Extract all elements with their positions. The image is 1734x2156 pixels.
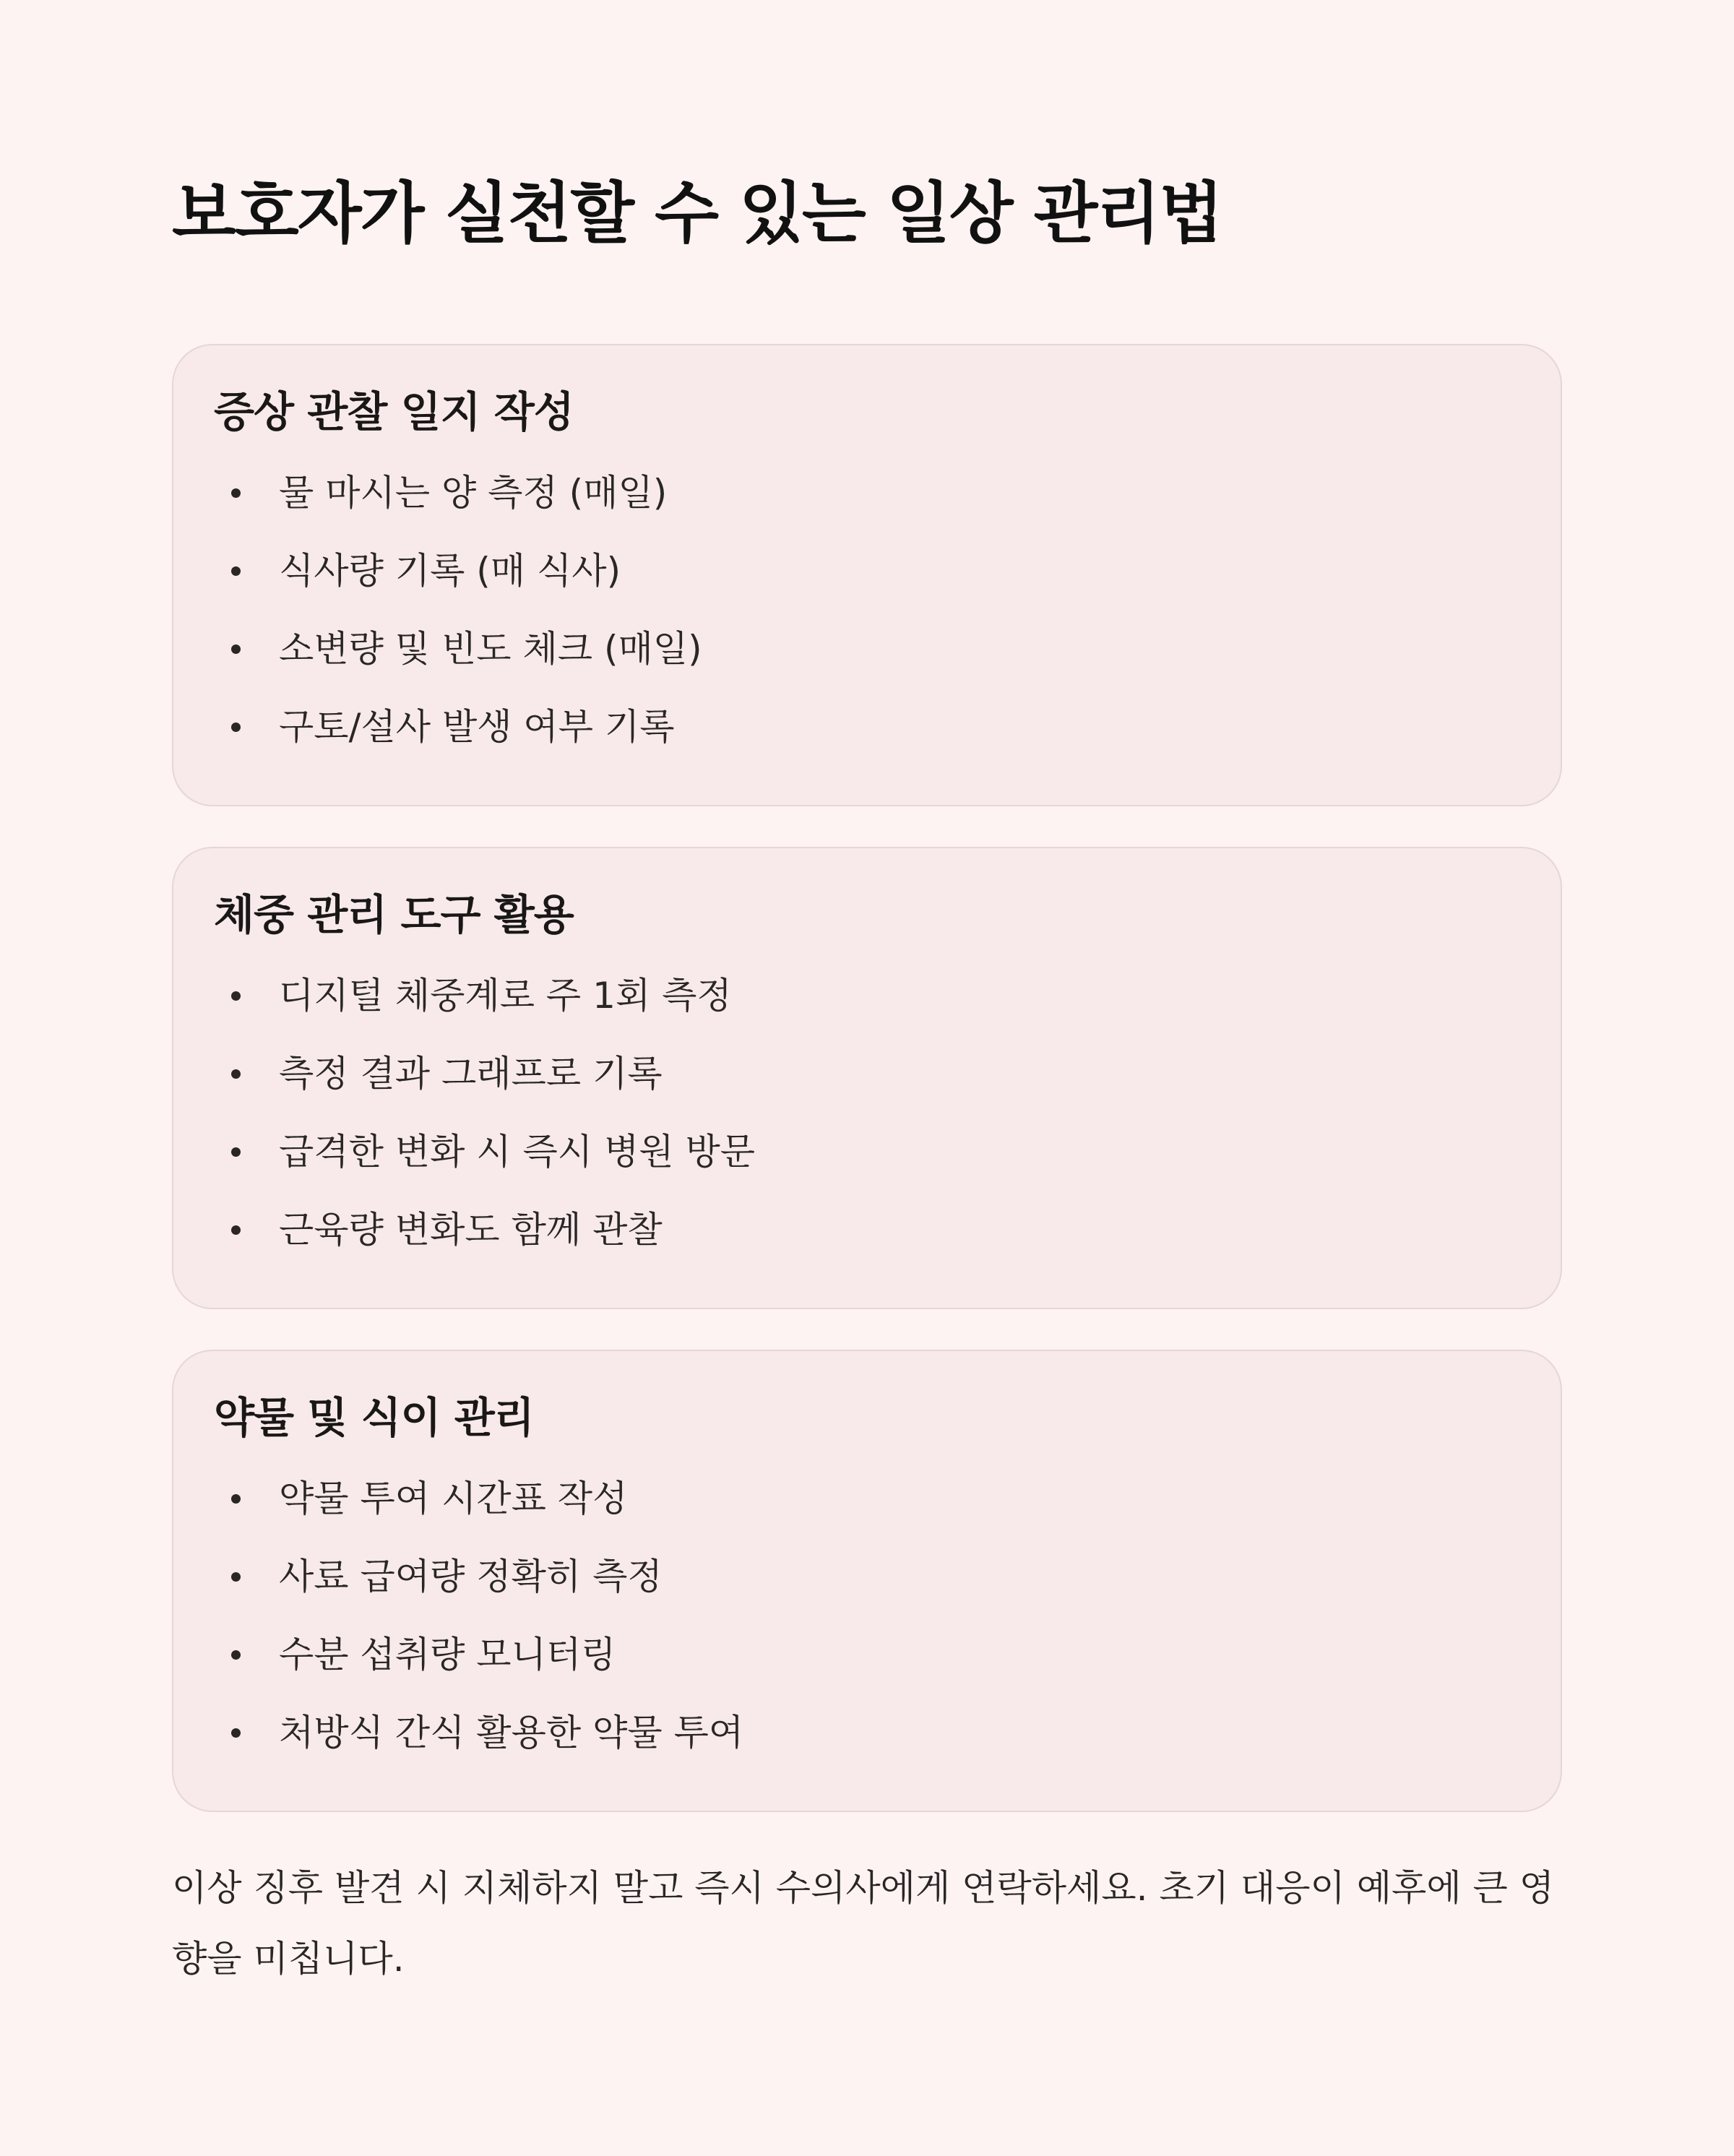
bullet-list	[214, 957, 1520, 1269]
bullet-list	[214, 454, 1520, 766]
card-list	[172, 344, 1562, 1812]
card-title: 증상 관찰 일지 작성	[214, 387, 574, 436]
card-symptom-log	[172, 344, 1562, 806]
card-medication-diet	[172, 1350, 1562, 1812]
list-item-text: 소변량 및 빈도 체크 (매일)	[279, 628, 702, 670]
list-item	[214, 1616, 1520, 1694]
bullet-list	[214, 1459, 1520, 1772]
card-title: 체중 관리 도구 활용	[214, 890, 574, 939]
card-weight-management	[172, 847, 1562, 1309]
list-item	[214, 454, 1520, 532]
list-item	[214, 1538, 1520, 1616]
bullet-icon	[231, 1650, 241, 1660]
list-item-text: 사료 급여량 정확히 측정	[279, 1556, 663, 1597]
list-item	[214, 1113, 1520, 1191]
list-item-text: 처방식 간식 활용한 약물 투여	[279, 1712, 744, 1754]
list-item-text: 수분 섭취량 모니터링	[279, 1634, 616, 1676]
bullet-icon	[231, 1494, 241, 1504]
list-item	[214, 957, 1520, 1035]
list-item	[214, 532, 1520, 610]
list-item	[214, 1035, 1520, 1113]
bullet-icon	[231, 723, 241, 732]
bullet-icon	[231, 566, 241, 576]
bullet-icon	[231, 1069, 241, 1079]
bullet-icon	[231, 1728, 241, 1738]
list-item-text: 식사량 기록 (매 식사)	[279, 550, 621, 592]
list-item	[214, 1191, 1520, 1269]
list-item-text: 물 마시는 양 측정 (매일)	[279, 472, 668, 514]
bullet-icon	[231, 1225, 241, 1235]
bullet-icon	[231, 488, 241, 498]
bullet-icon	[231, 1147, 241, 1157]
list-item	[214, 1694, 1520, 1772]
list-item-text: 측정 결과 그래프로 기록	[279, 1053, 663, 1095]
bullet-icon	[231, 991, 241, 1001]
list-item-text: 구토/설사 발생 여부 기록	[279, 706, 675, 748]
card-title: 약물 및 식이 관리	[214, 1393, 534, 1442]
list-item-text: 약물 투여 시간표 작성	[279, 1478, 628, 1519]
bullet-icon	[231, 1572, 241, 1582]
list-item-text: 디지털 체중계로 주 1회 측정	[279, 975, 732, 1017]
list-item-text: 근육량 변화도 함께 관찰	[279, 1209, 663, 1251]
list-item	[214, 688, 1520, 766]
list-item-text: 급격한 변화 시 즉시 병원 방문	[279, 1131, 756, 1173]
page-content	[172, 171, 1562, 1994]
page-title: 보호자가 실천할 수 있는 일상 관리법	[172, 175, 1222, 252]
list-item	[214, 610, 1520, 688]
footer-note: 이상 징후 발견 시 지체하지 말고 즉시 수의사에게 연락하세요. 초기 대응이 예후에 큰 영향을 미칩니다.	[172, 1867, 1555, 1980]
bullet-icon	[231, 644, 241, 654]
list-item	[214, 1459, 1520, 1538]
